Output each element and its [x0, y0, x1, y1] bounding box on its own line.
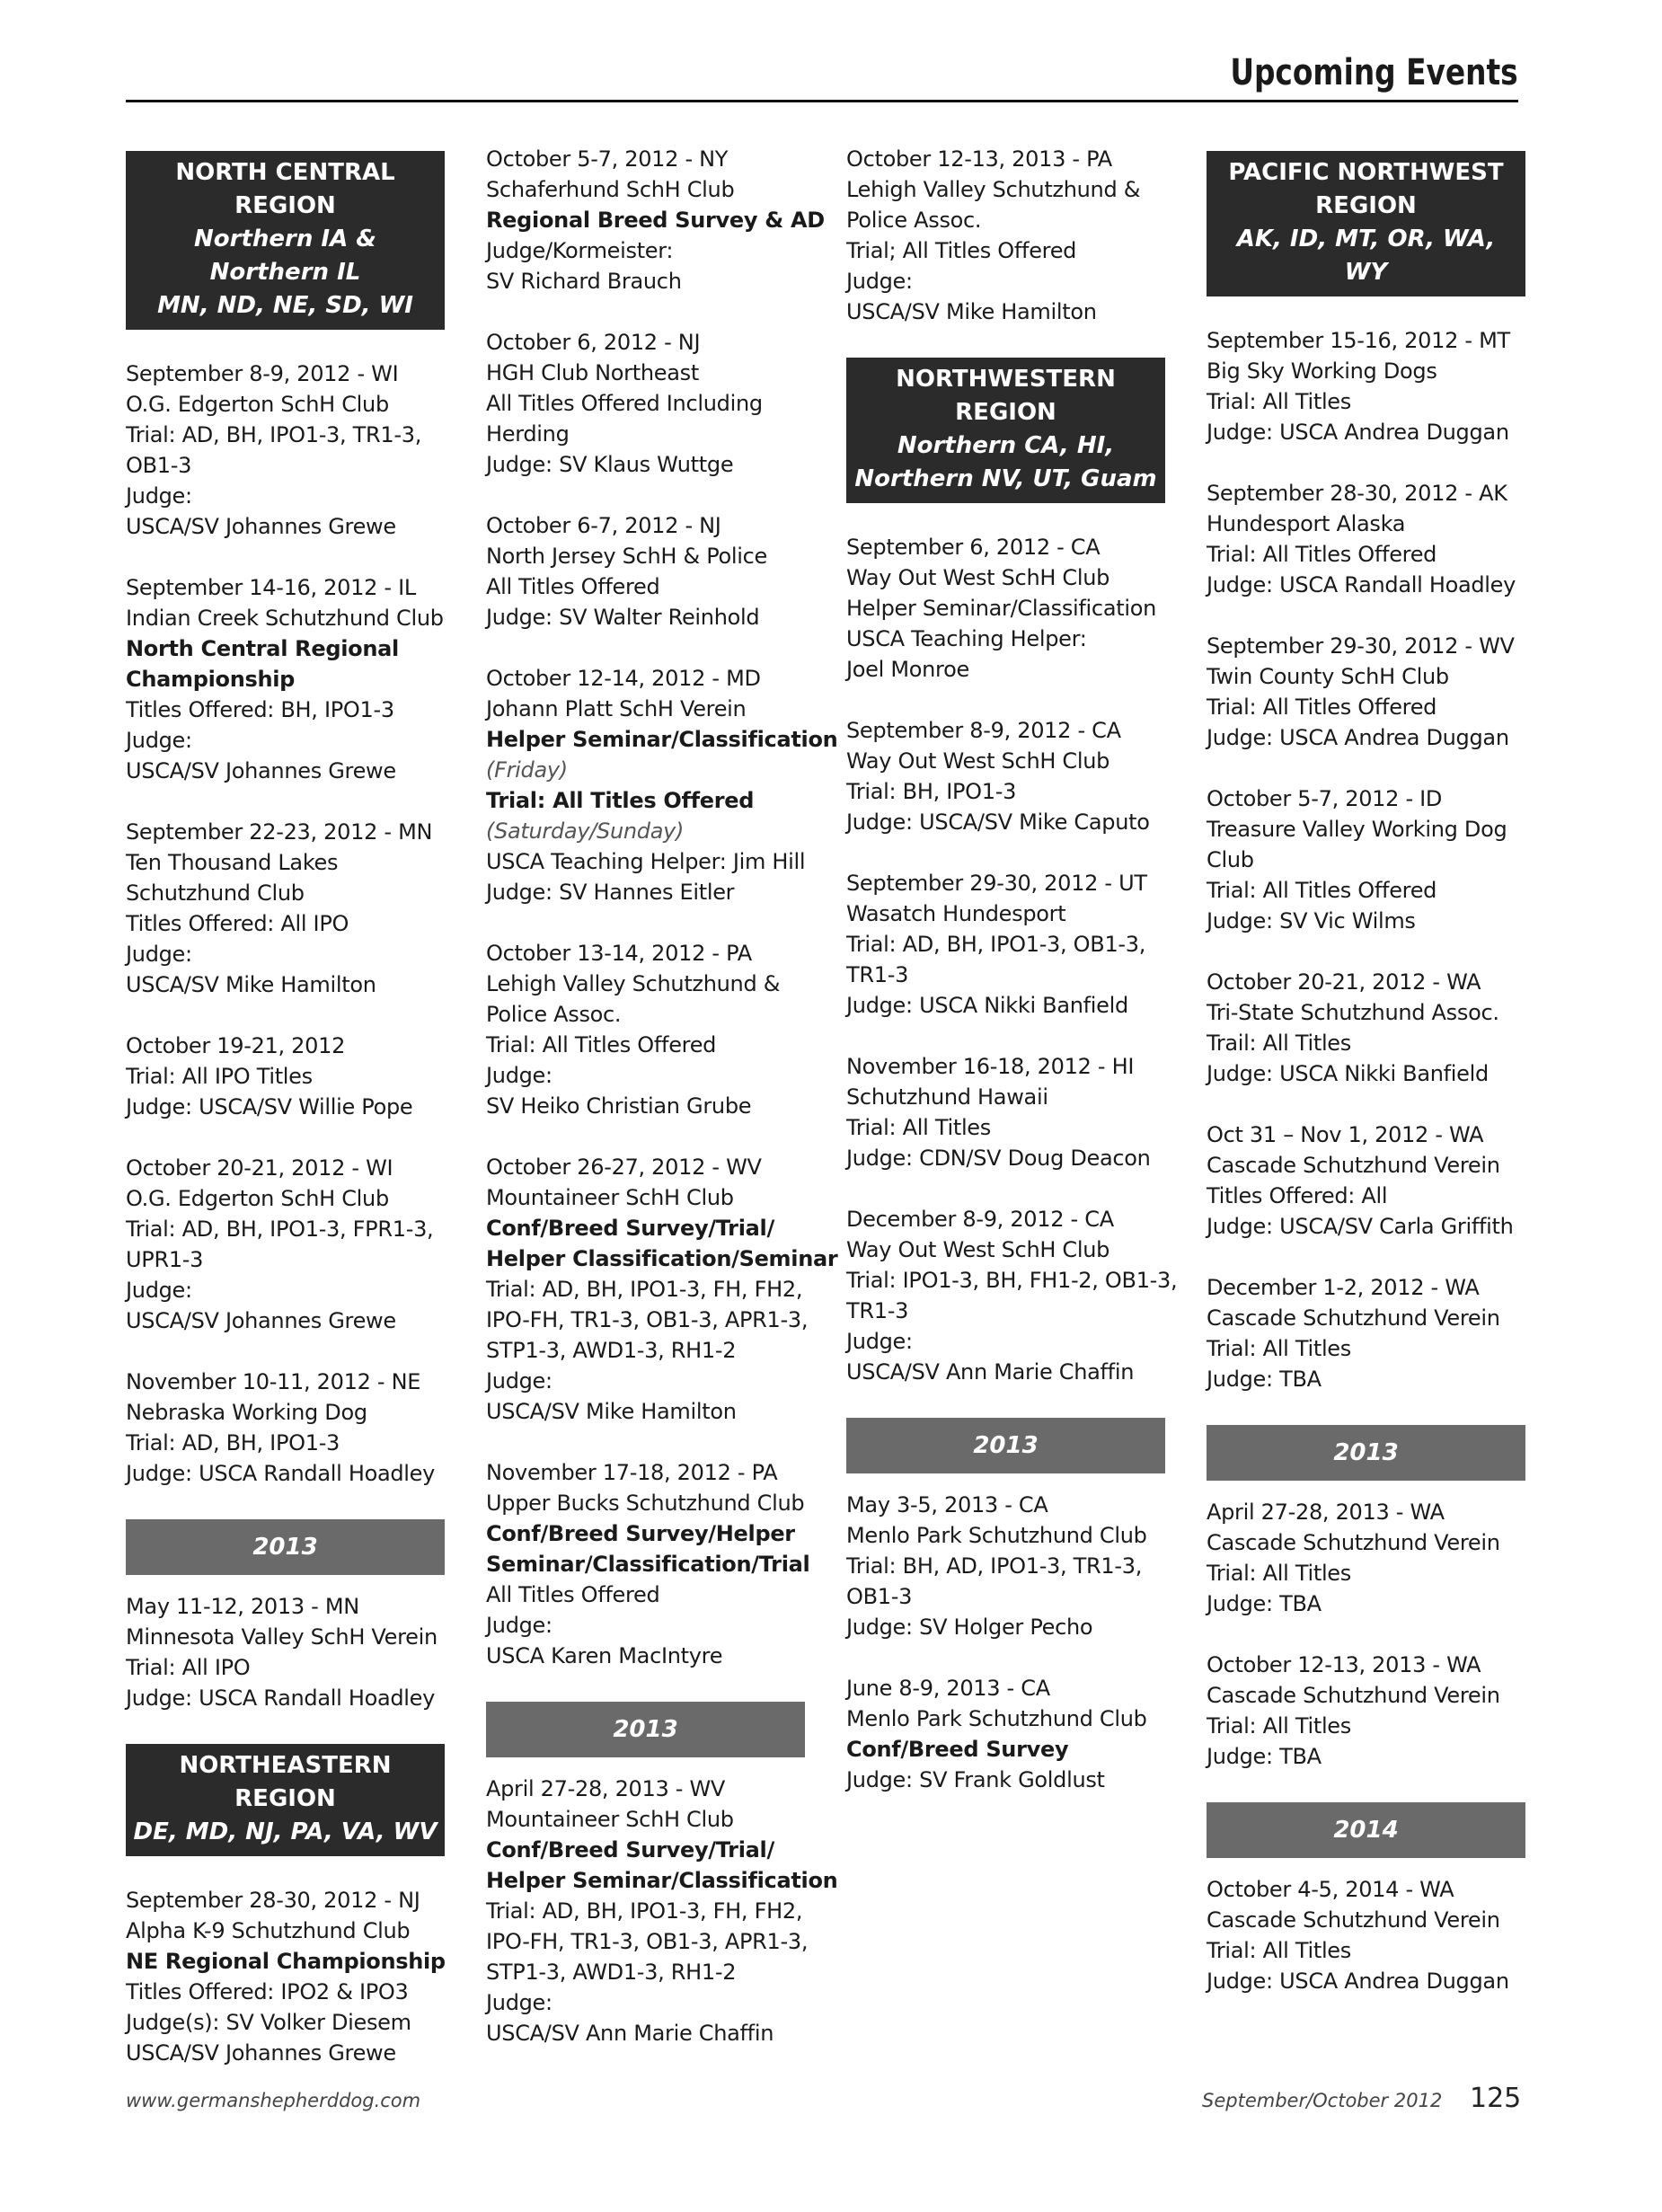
event-detail: Trial; All Titles Offered: [846, 238, 1077, 263]
event-detail: Conf/Breed Survey: [846, 1737, 1069, 1762]
event-detail: Judge: USCA Randall Hoadley: [1207, 572, 1516, 597]
page-title: Upcoming Events: [1230, 52, 1518, 93]
region-name: PACIFIC NORTHWEST REGION: [1228, 159, 1504, 219]
event-listing: [486, 1774, 838, 2048]
event-detail: Trial: BH, IPO1-3: [846, 779, 1017, 804]
event-detail: Lehigh Valley Schutzhund &: [486, 971, 781, 996]
event-detail: Judge: USCA Randall Hoadley: [126, 1461, 436, 1486]
event-listing: [1207, 631, 1525, 753]
event-detail: Trial: All Titles Offered: [486, 1032, 717, 1057]
year-divider: 2013: [1207, 1425, 1525, 1481]
event-listing: [846, 1490, 1165, 1642]
event-detail: Judge: USCA Nikki Banfield: [846, 993, 1128, 1018]
event-detail: Judge:: [846, 1329, 913, 1354]
event-date: Oct 31 – Nov 1, 2012 - WA: [1207, 1122, 1484, 1147]
event-detail: Trial: AD, BH, IPO1-3, FPR1-3,: [126, 1217, 434, 1242]
event-listing: [486, 1457, 810, 1671]
event-detail: USCA/SV Ann Marie Chaffin: [846, 1359, 1135, 1385]
event-detail: Judge:: [486, 1990, 553, 2015]
event-detail: Ten Thousand Lakes: [126, 850, 339, 875]
event-date: September 22-23, 2012 - MN: [126, 819, 433, 845]
event-detail: All Titles Offered: [486, 574, 660, 599]
footer-issue: September/October 2012: [1202, 2090, 1443, 2111]
event-detail: (Saturday/Sunday): [486, 818, 685, 844]
event-date: October 6-7, 2012 - NJ: [486, 513, 721, 538]
event-detail: Conf/Breed Survey/Helper: [486, 1521, 795, 1546]
event-detail: Judge:: [846, 269, 913, 294]
event-detail: All Titles Offered Including: [486, 391, 763, 416]
event-detail: Championship: [126, 667, 296, 692]
event-listing: [846, 1673, 1165, 1795]
event-detail: USCA/SV Johannes Grewe: [126, 514, 396, 539]
event-detail: Schutzhund Hawaii: [846, 1084, 1048, 1110]
event-detail: Judge:: [126, 1278, 192, 1303]
event-detail: NE Regional Championship: [126, 1949, 446, 1974]
event-date: June 8-9, 2013 - CA: [846, 1676, 1050, 1701]
event-detail: Judge: SV Klaus Wuttge: [486, 452, 734, 477]
event-listing: [1207, 478, 1525, 600]
event-detail: Joel Monroe: [846, 657, 969, 682]
region-name: NORTHWESTERN REGION: [896, 366, 1116, 426]
event-date: September 28-30, 2012 - AK: [1207, 481, 1507, 506]
event-date: April 27-28, 2013 - WA: [1207, 1500, 1445, 1525]
event-detail: Way Out West SchH Club: [846, 748, 1110, 774]
event-detail: USCA Teaching Helper: Jim Hill: [486, 849, 806, 874]
event-detail: TR1-3: [846, 1298, 909, 1323]
region-header: [846, 358, 1165, 503]
event-detail: IPO-FH, TR1-3, OB1-3, APR1-3,: [486, 1307, 809, 1332]
event-detail: Alpha K-9 Schutzhund Club: [126, 1918, 411, 1943]
event-date: October 12-13, 2013 - WA: [1207, 1652, 1481, 1677]
event-detail: IPO-FH, TR1-3, OB1-3, APR1-3,: [486, 1929, 809, 1954]
event-detail: Mountaineer SchH Club: [486, 1185, 734, 1210]
event-detail: Judge: USCA Andrea Duggan: [1207, 420, 1509, 445]
event-detail: SV Heiko Christian Grube: [486, 1093, 752, 1119]
event-date: September 8-9, 2012 - CA: [846, 718, 1121, 743]
event-listing: [1207, 1497, 1525, 1619]
event-detail: Judge:: [126, 728, 192, 753]
event-listing: [846, 715, 1165, 837]
event-detail: Big Sky Working Dogs: [1207, 358, 1437, 384]
event-detail: North Jersey SchH & Police: [486, 544, 768, 569]
event-listing: [846, 1051, 1165, 1173]
region-header: [1207, 151, 1525, 296]
event-listing: [1207, 1119, 1525, 1242]
region-states: Northern NV, UT, Guam: [854, 465, 1157, 492]
event-listing: [126, 358, 445, 542]
event-detail: Hundesport Alaska: [1207, 511, 1406, 536]
event-detail: USCA/SV Johannes Grewe: [126, 758, 396, 783]
event-detail: North Central Regional: [126, 636, 399, 661]
event-detail: Judge: USCA Andrea Duggan: [1207, 725, 1509, 750]
event-detail: Trial: All IPO: [126, 1655, 251, 1680]
event-detail: USCA/SV Ann Marie Chaffin: [486, 2021, 774, 2046]
event-detail: Trial: All Titles: [846, 1115, 991, 1140]
year-divider: 2013: [486, 1702, 805, 1757]
event-detail: USCA/SV Mike Hamilton: [846, 299, 1097, 324]
event-detail: Titles Offered: All IPO: [126, 911, 349, 936]
event-detail: Schaferhund SchH Club: [486, 177, 735, 202]
event-listing: [486, 510, 805, 633]
event-date: October 5-7, 2012 - NY: [486, 146, 729, 172]
event-detail: Titles Offered: BH, IPO1-3: [126, 697, 394, 722]
event-detail: Judge: USCA Andrea Duggan: [1207, 1969, 1509, 1994]
event-detail: UPR1-3: [126, 1247, 204, 1272]
event-detail: Treasure Valley Working Dog: [1207, 817, 1507, 842]
event-detail: Trial: All Titles: [1207, 1336, 1351, 1361]
event-detail: Lehigh Valley Schutzhund &: [846, 177, 1141, 202]
event-listing: [846, 532, 1165, 685]
event-date: December 8-9, 2012 - CA: [846, 1207, 1114, 1232]
event-date: November 17-18, 2012 - PA: [486, 1460, 778, 1485]
event-listing: [126, 1153, 445, 1336]
column-3: [846, 144, 1178, 1826]
event-listing: [486, 327, 805, 480]
event-detail: Trial: AD, BH, IPO1-3, TR1-3,: [126, 422, 422, 447]
column-2: [486, 144, 838, 2079]
event-date: May 3-5, 2013 - CA: [846, 1492, 1048, 1517]
event-detail: Mountaineer SchH Club: [486, 1807, 734, 1832]
event-listing: [126, 572, 445, 786]
event-detail: Judge:: [126, 483, 192, 509]
event-detail: Cascade Schutzhund Verein: [1207, 1153, 1500, 1178]
event-detail: Judge:: [486, 1368, 553, 1394]
event-detail: SV Richard Brauch: [486, 269, 682, 294]
event-detail: Way Out West SchH Club: [846, 1237, 1110, 1262]
event-detail: Helper Seminar/Classification: [486, 1868, 838, 1893]
event-listing: [486, 663, 838, 907]
event-detail: Judge: USCA Nikki Banfield: [1207, 1061, 1489, 1086]
event-date: October 20-21, 2012 - WA: [1207, 969, 1481, 995]
event-detail: Twin County SchH Club: [1207, 664, 1449, 689]
event-date: September 15-16, 2012 - MT: [1207, 328, 1510, 353]
event-detail: Menlo Park Schutzhund Club: [846, 1523, 1147, 1548]
event-detail: Trial: All Titles Offered: [1207, 878, 1437, 903]
event-detail: Trial: All Titles: [1207, 389, 1351, 414]
event-listing: [126, 817, 445, 1000]
event-date: October 12-14, 2012 - MD: [486, 666, 761, 691]
event-date: October 19-21, 2012: [126, 1033, 346, 1058]
event-listing: [1207, 1874, 1525, 1996]
event-detail: Cascade Schutzhund Verein: [1207, 1683, 1500, 1708]
event-date: October 20-21, 2012 - WI: [126, 1155, 393, 1181]
event-detail: Conf/Breed Survey/Trial/: [486, 1216, 774, 1241]
event-detail: Judge: TBA: [1207, 1367, 1322, 1392]
event-detail: Helper Classification/Seminar: [486, 1246, 838, 1271]
region-name: NORTH CENTRAL REGION: [175, 159, 395, 219]
event-detail: Trial: AD, BH, IPO1-3, OB1-3,: [846, 932, 1146, 957]
region-states: DE, MD, NJ, PA, VA, WV: [133, 1818, 438, 1845]
event-date: September 14-16, 2012 - IL: [126, 575, 416, 600]
event-detail: TR1-3: [846, 962, 909, 987]
event-detail: Regional Breed Survey & AD: [486, 208, 825, 233]
region-states: AK, ID, MT, OR, WA, WY: [1236, 226, 1496, 286]
event-listing: [846, 144, 1165, 327]
event-detail: Herding: [486, 421, 570, 447]
event-detail: Police Assoc.: [846, 208, 982, 233]
event-detail: Indian Creek Schutzhund Club: [126, 606, 444, 631]
event-detail: Judge: CDN/SV Doug Deacon: [846, 1146, 1151, 1171]
region-header: [126, 1744, 445, 1856]
event-detail: Titles Offered: IPO2 & IPO3: [126, 1979, 409, 2004]
region-states: MN, ND, NE, SD, WI: [157, 292, 413, 319]
event-listing: [1207, 325, 1525, 447]
event-detail: Trial: IPO1-3, BH, FH1-2, OB1-3,: [846, 1268, 1178, 1293]
event-detail: Judge:: [486, 1063, 553, 1088]
event-detail: Trial: AD, BH, IPO1-3: [126, 1430, 340, 1455]
event-detail: Judge:: [486, 1613, 553, 1638]
event-detail: Helper Seminar/Classification: [486, 727, 838, 752]
event-date: October 12-13, 2013 - PA: [846, 146, 1112, 172]
event-date: September 6, 2012 - CA: [846, 535, 1101, 560]
event-detail: Way Out West SchH Club: [846, 565, 1110, 590]
event-detail: Trial: All Titles Offered: [1207, 542, 1437, 567]
event-detail: Judge: USCA Randall Hoadley: [126, 1686, 436, 1711]
event-detail: (Friday): [486, 757, 568, 783]
year-divider: 2013: [126, 1519, 445, 1575]
event-listing: [1207, 1650, 1525, 1772]
event-detail: Johann Platt SchH Verein: [486, 696, 747, 721]
event-listing: [126, 1367, 445, 1489]
event-detail: Judge/Kormeister:: [486, 238, 674, 263]
event-detail: Nebraska Working Dog: [126, 1400, 367, 1425]
event-listing: [126, 1885, 445, 2068]
event-listing: [846, 868, 1165, 1021]
event-detail: USCA/SV Johannes Grewe: [126, 2040, 396, 2066]
event-detail: Minnesota Valley SchH Verein: [126, 1624, 438, 1650]
event-date: November 16-18, 2012 - HI: [846, 1054, 1135, 1079]
event-detail: OB1-3: [846, 1584, 913, 1609]
event-detail: Trial: All Titles: [1207, 1561, 1351, 1586]
event-date: September 28-30, 2012 - NJ: [126, 1888, 420, 1913]
event-detail: Trial: AD, BH, IPO1-3, FH, FH2,: [486, 1277, 803, 1302]
event-detail: Judge: SV Walter Reinhold: [486, 605, 760, 630]
event-detail: Judge:: [126, 942, 192, 967]
event-detail: Judge: SV Frank Goldlust: [846, 1767, 1105, 1792]
event-listing: [486, 144, 825, 296]
event-listing: [1207, 783, 1525, 936]
event-detail: Trial: All Titles Offered: [486, 788, 755, 813]
event-detail: Schutzhund Club: [126, 880, 305, 906]
event-detail: Tri-State Schutzhund Assoc.: [1207, 1000, 1499, 1025]
event-detail: Trial: AD, BH, IPO1-3, FH, FH2,: [486, 1898, 803, 1924]
event-detail: Judge: SV Hannes Eitler: [486, 880, 735, 905]
event-detail: O.G. Edgerton SchH Club: [126, 392, 389, 417]
event-detail: Judge: USCA/SV Carla Griffith: [1207, 1214, 1514, 1239]
event-detail: O.G. Edgerton SchH Club: [126, 1186, 389, 1211]
event-detail: Club: [1207, 847, 1254, 872]
event-detail: USCA/SV Mike Hamilton: [486, 1399, 737, 1424]
event-detail: Titles Offered: All: [1207, 1183, 1388, 1208]
event-detail: USCA Teaching Helper:: [846, 626, 1087, 651]
event-detail: Police Assoc.: [486, 1002, 622, 1027]
region-states: Northern IA & Northern IL: [194, 226, 376, 286]
event-listing: [846, 1204, 1178, 1387]
event-detail: Cascade Schutzhund Verein: [1207, 1907, 1500, 1933]
event-date: May 11-12, 2013 - MN: [126, 1594, 359, 1619]
column-1: [126, 144, 445, 2099]
event-date: April 27-28, 2013 - WV: [486, 1776, 726, 1801]
event-detail: Trial: BH, AD, IPO1-3, TR1-3,: [846, 1553, 1143, 1579]
event-date: December 1-2, 2012 - WA: [1207, 1275, 1480, 1300]
event-detail: Cascade Schutzhund Verein: [1207, 1305, 1500, 1331]
region-name: NORTHEASTERN REGION: [179, 1752, 392, 1812]
event-date: October 4-5, 2014 - WA: [1207, 1877, 1454, 1902]
event-detail: Judge: USCA/SV Mike Caputo: [846, 810, 1150, 835]
event-detail: Wasatch Hundesport: [846, 901, 1066, 926]
event-detail: Helper Seminar/Classification: [846, 596, 1156, 621]
event-detail: STP1-3, AWD1-3, RH1-2: [486, 1338, 737, 1363]
event-detail: OB1-3: [126, 453, 192, 478]
event-detail: Trial: All IPO Titles: [126, 1064, 313, 1089]
event-date: October 13-14, 2012 - PA: [486, 941, 752, 966]
event-detail: Judge(s): SV Volker Diesem: [126, 2010, 411, 2035]
event-date: November 10-11, 2012 - NE: [126, 1369, 421, 1394]
footer-website: www.germanshepherddog.com: [126, 2090, 421, 2111]
header-rule: [126, 100, 1518, 102]
event-detail: USCA/SV Mike Hamilton: [126, 972, 376, 997]
region-states: Northern CA, HI,: [897, 432, 1115, 459]
event-date: October 6, 2012 - NJ: [486, 330, 701, 355]
event-detail: Trial: All Titles Offered: [1207, 695, 1437, 720]
event-detail: STP1-3, AWD1-3, RH1-2: [486, 1960, 737, 1985]
page-number: 125: [1470, 2083, 1522, 2114]
event-detail: Seminar/Classification/Trial: [486, 1552, 810, 1577]
event-detail: Trial: All Titles: [1207, 1713, 1351, 1739]
event-detail: Judge: USCA/SV Willie Pope: [126, 1094, 413, 1119]
event-date: September 29-30, 2012 - WV: [1207, 633, 1515, 659]
event-detail: All Titles Offered: [486, 1582, 660, 1607]
event-date: October 26-27, 2012 - WV: [486, 1155, 762, 1180]
year-divider: 2013: [846, 1418, 1165, 1473]
column-4: [1207, 144, 1525, 2027]
event-listing: [126, 1031, 445, 1122]
event-listing: [1207, 967, 1525, 1089]
event-date: October 5-7, 2012 - ID: [1207, 786, 1443, 811]
event-listing: [486, 1152, 838, 1427]
event-date: September 8-9, 2012 - WI: [126, 361, 399, 386]
event-detail: Cascade Schutzhund Verein: [1207, 1530, 1500, 1555]
event-detail: HGH Club Northeast: [486, 360, 699, 385]
event-detail: Judge: SV Holger Pecho: [846, 1615, 1093, 1640]
event-detail: Judge: TBA: [1207, 1591, 1322, 1616]
event-listing: [486, 938, 805, 1121]
event-listing: [126, 1591, 445, 1713]
event-detail: Menlo Park Schutzhund Club: [846, 1706, 1147, 1731]
year-divider: 2014: [1207, 1802, 1525, 1858]
event-detail: Conf/Breed Survey/Trial/: [486, 1837, 774, 1863]
event-detail: USCA/SV Johannes Grewe: [126, 1308, 396, 1333]
event-detail: Judge: TBA: [1207, 1744, 1322, 1769]
event-detail: USCA Karen MacIntyre: [486, 1643, 723, 1668]
event-detail: Judge: SV Vic Wilms: [1207, 908, 1416, 933]
event-detail: Trail: All Titles: [1207, 1031, 1351, 1056]
event-detail: Upper Bucks Schutzhund Club: [486, 1491, 805, 1516]
event-listing: [1207, 1272, 1525, 1394]
event-date: September 29-30, 2012 - UT: [846, 871, 1147, 896]
event-detail: Trial: All Titles: [1207, 1938, 1351, 1963]
region-header: [126, 151, 445, 330]
